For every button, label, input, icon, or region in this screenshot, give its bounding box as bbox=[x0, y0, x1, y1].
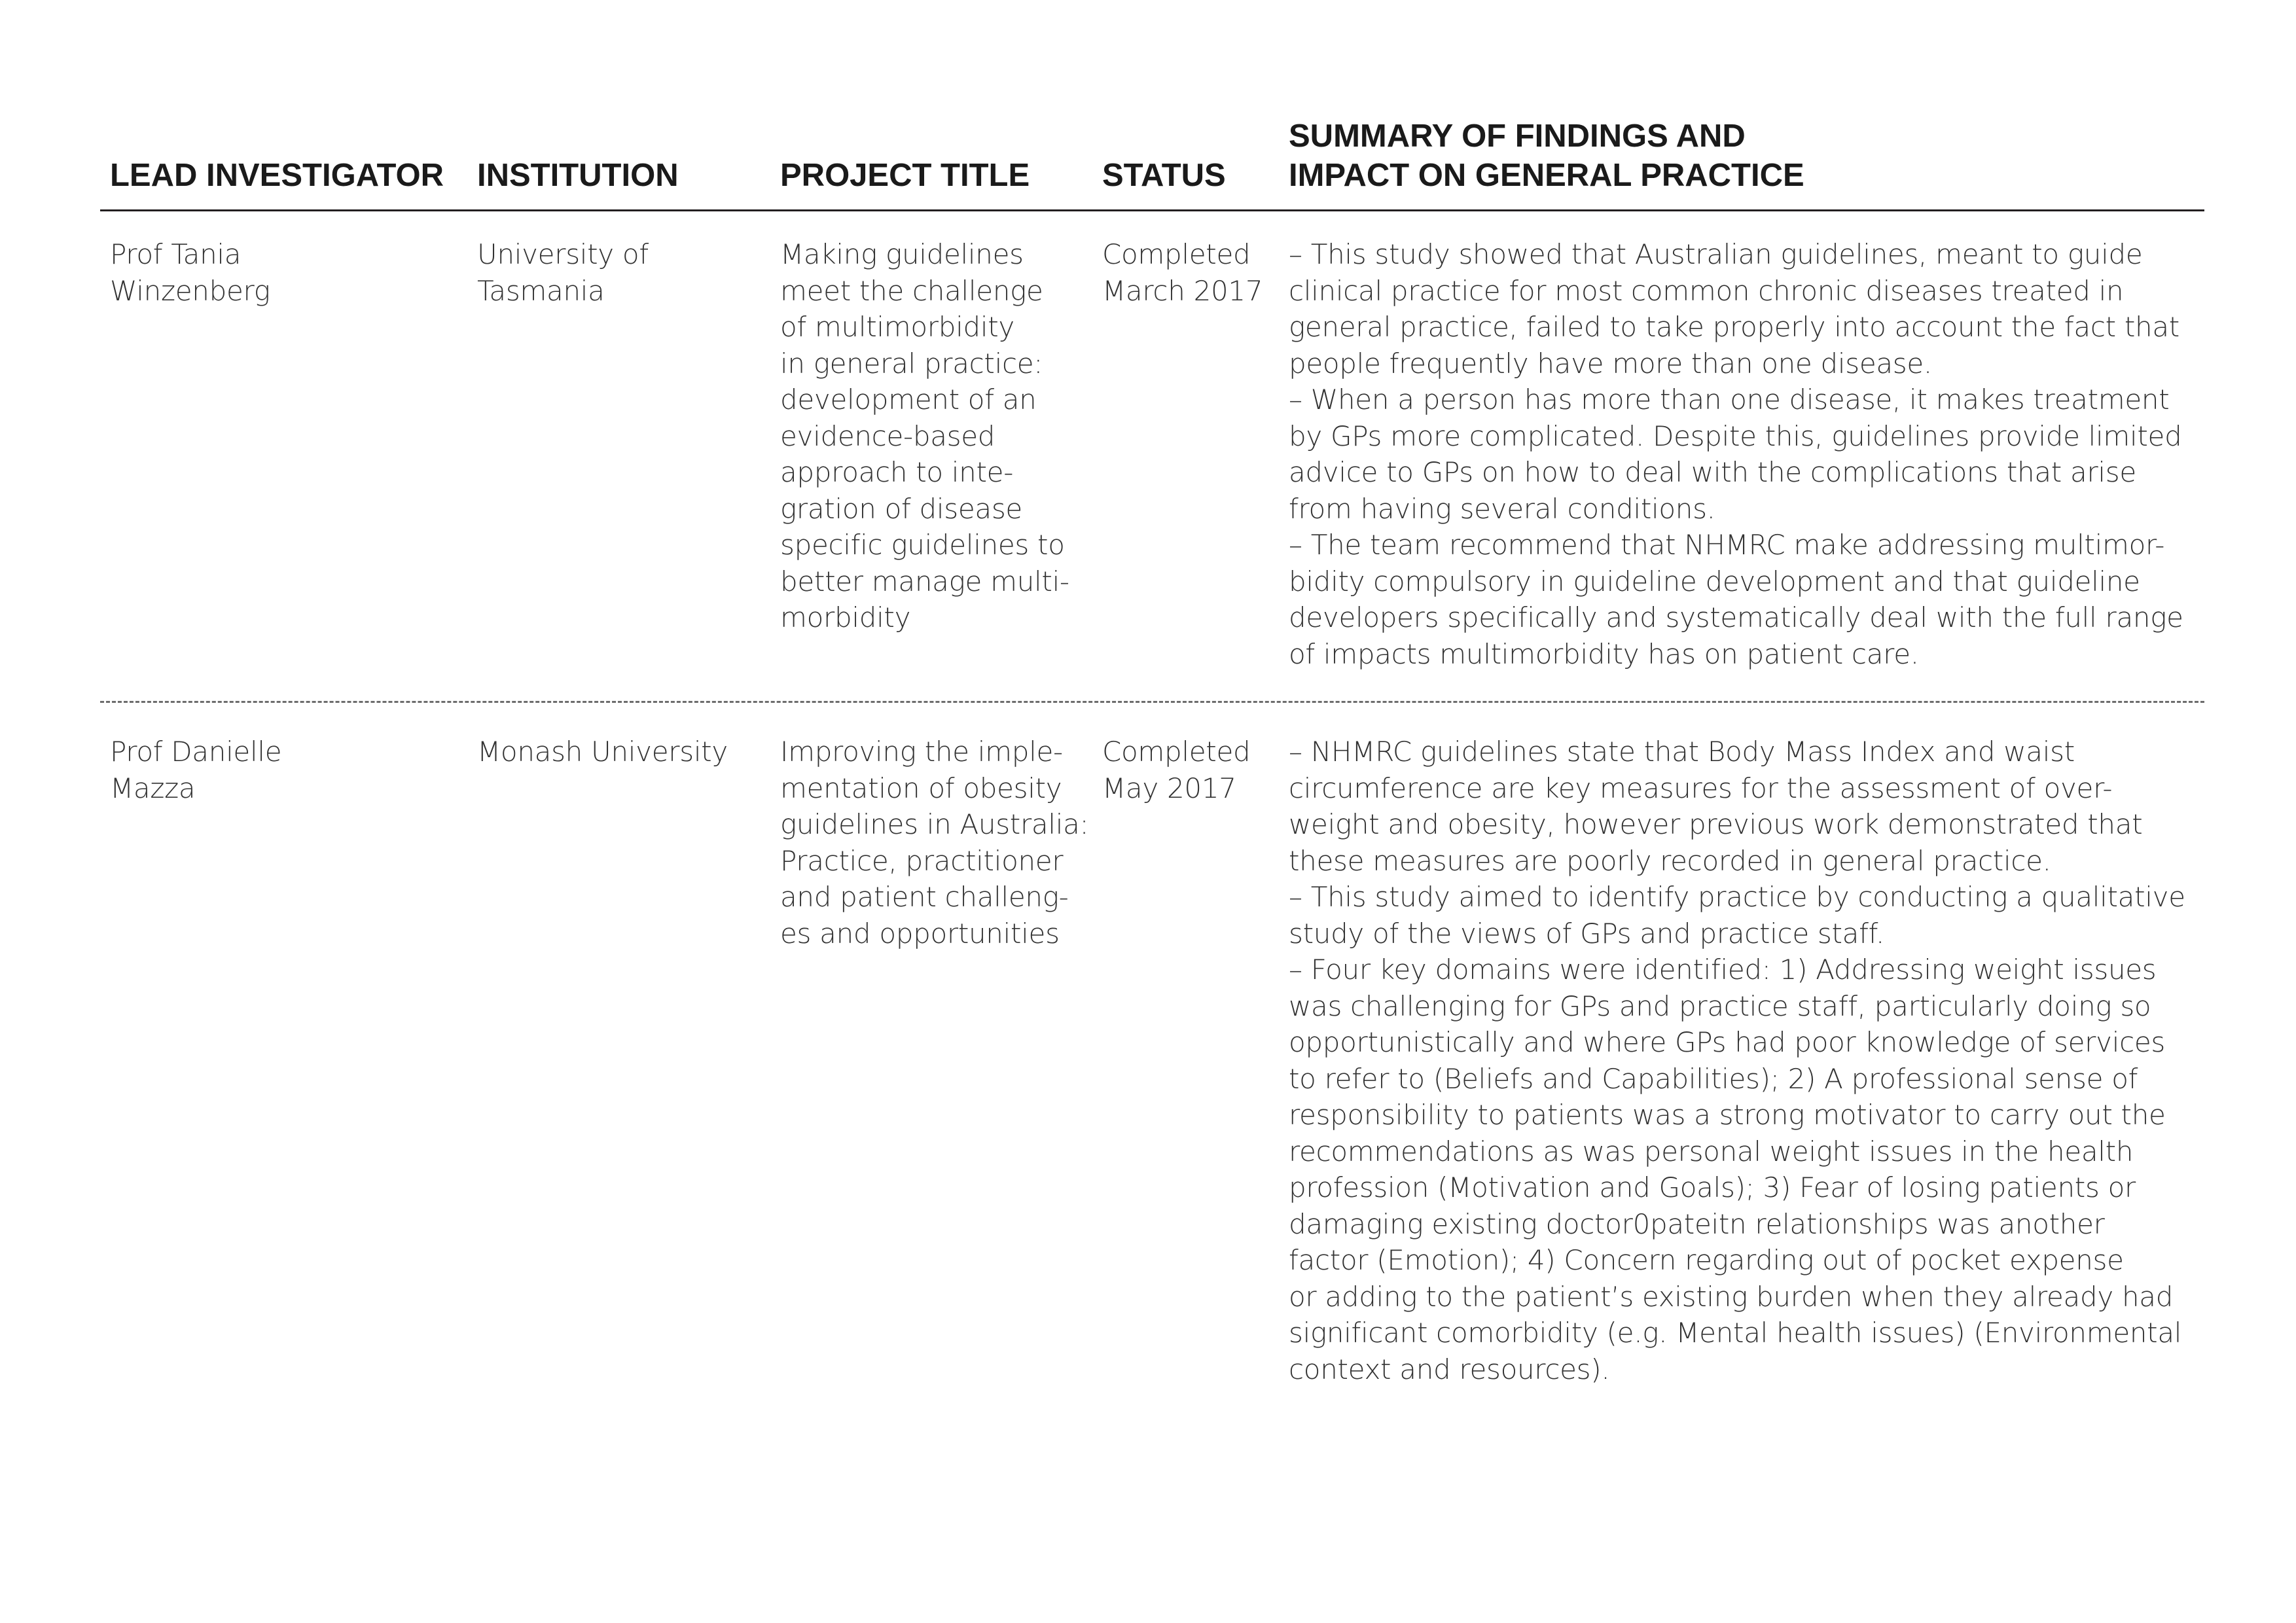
cell-text-line: May 2017 bbox=[1102, 772, 1236, 804]
cell-text-line: damaging existing doctor0pateitn relationships was another bbox=[1289, 1207, 2105, 1240]
cell-text-line: of multimorbidity bbox=[780, 311, 1014, 343]
cell-text-line: Making guidelines bbox=[780, 238, 1024, 270]
cell-text-line: morbidity bbox=[780, 601, 911, 633]
cell-text-line: recommendations as was personal weight issues in the health bbox=[1289, 1135, 2134, 1168]
cell-text-line: circumference are key measures for the assessment of over- bbox=[1289, 772, 2113, 804]
cell-text-line: Winzenberg bbox=[110, 274, 270, 307]
cell-text-line: gration of disease bbox=[780, 492, 1022, 525]
cell-text-line: University of bbox=[477, 238, 649, 270]
cell-text-line: to refer to (Beliefs and Capabilities); 2) A professional sense of bbox=[1289, 1062, 2138, 1095]
research-projects-table bbox=[100, 116, 2204, 1387]
cell-lead-investigator bbox=[100, 734, 477, 806]
cell-text-line: Prof Danielle bbox=[110, 736, 282, 768]
cell-text-line: Mazza bbox=[110, 772, 196, 804]
cell-text-line: opportunistically and where GPs had poor knowledge of services bbox=[1289, 1026, 2165, 1058]
cell-text-line: these measures are poorly recorded in general practice. bbox=[1289, 844, 2051, 877]
cell-text-line: es and opportunities bbox=[780, 917, 1060, 950]
cell-text-line: development of an bbox=[780, 383, 1037, 416]
cell-text-line: Practice, practitioner bbox=[780, 844, 1064, 877]
header-institution: INSTITUTION bbox=[477, 158, 679, 193]
cell-text-line: Completed bbox=[1102, 238, 1251, 270]
cell-text-line: Completed bbox=[1102, 736, 1251, 768]
cell-text-line: from having several conditions. bbox=[1289, 492, 1715, 525]
cell-text-line: significant comorbidity (e.g. Mental health issues) (Environmental bbox=[1289, 1317, 2182, 1349]
cell-text-line: or adding to the patient’s existing burden when they already had bbox=[1289, 1280, 2174, 1313]
cell-text-line: responsibility to patients was a strong motivator to carry out the bbox=[1289, 1099, 2166, 1131]
cell-text-line: guidelines in Australia: bbox=[780, 808, 1089, 840]
cell-project-title bbox=[780, 734, 1102, 952]
cell-text-line: Monash University bbox=[477, 736, 728, 768]
header-summary-line-1: SUMMARY OF FINDINGS AND bbox=[1289, 118, 1746, 154]
cell-text-line: context and resources). bbox=[1289, 1353, 1610, 1385]
cell-text-line: meet the challenge bbox=[780, 274, 1043, 307]
header-project-title: PROJECT TITLE bbox=[780, 158, 1030, 193]
cell-text-line: and patient challeng- bbox=[780, 881, 1069, 913]
cell-text-line: in general practice: bbox=[780, 347, 1043, 380]
cell-text-line: Tasmania bbox=[477, 274, 605, 307]
cell-text-line: specific guidelines to bbox=[780, 529, 1065, 561]
cell-text-line: approach to inte- bbox=[780, 456, 1014, 488]
cell-text-line: – Four key domains were identified: 1) Addressing weight issues bbox=[1289, 954, 2157, 986]
cell-text-line: – NHMRC guidelines state that Body Mass Index and waist bbox=[1289, 736, 2075, 768]
header-summary bbox=[1289, 116, 2204, 195]
cell-text-line: people frequently have more than one disease. bbox=[1289, 347, 1932, 380]
cell-text-line: Improving the imple- bbox=[780, 736, 1063, 768]
cell-status bbox=[1102, 236, 1289, 309]
cell-text-line: by GPs more complicated. Despite this, guidelines provide limited bbox=[1289, 419, 2182, 452]
cell-institution bbox=[477, 734, 780, 770]
cell-text-line: advice to GPs on how to deal with the complications that arise bbox=[1289, 456, 2136, 488]
cell-text-line: – When a person has more than one disease, it makes treatment bbox=[1289, 383, 2170, 416]
cell-text-line: mentation of obesity bbox=[780, 772, 1062, 804]
cell-summary bbox=[1289, 236, 2204, 672]
cell-text-line: general practice, failed to take properly into account the fact that bbox=[1289, 311, 2179, 343]
cell-text-line: better manage multi- bbox=[780, 565, 1069, 597]
table-row bbox=[100, 211, 2204, 701]
cell-status bbox=[1102, 734, 1289, 806]
cell-project-title bbox=[780, 236, 1102, 636]
cell-text-line: study of the views of GPs and practice staff. bbox=[1289, 917, 1885, 950]
cell-text-line: weight and obesity, however previous work demonstrated that bbox=[1289, 808, 2143, 840]
cell-text-line: was challenging for GPs and practice staff, particularly doing so bbox=[1289, 990, 2151, 1022]
cell-text-line: – This study aimed to identify practice by conducting a qualitative bbox=[1289, 881, 2185, 913]
cell-summary bbox=[1289, 734, 2204, 1387]
cell-text-line: March 2017 bbox=[1102, 274, 1263, 307]
cell-text-line: – The team recommend that NHMRC make addressing multimor- bbox=[1289, 529, 2165, 561]
cell-text-line: evidence-based bbox=[780, 419, 996, 452]
cell-institution bbox=[477, 236, 780, 309]
header-lead-investigator: LEAD INVESTIGATOR bbox=[110, 158, 444, 193]
cell-text-line: factor (Emotion); 4) Concern regarding out of pocket expense bbox=[1289, 1244, 2124, 1276]
cell-text-line: of impacts multimorbidity has on patient care. bbox=[1289, 637, 1919, 670]
cell-lead-investigator bbox=[100, 236, 477, 309]
cell-text-line: profession (Motivation and Goals); 3) Fear of losing patients or bbox=[1289, 1171, 2136, 1204]
cell-text-line: clinical practice for most common chronic diseases treated in bbox=[1289, 274, 2124, 307]
table-row bbox=[100, 703, 2204, 1387]
header-summary-line-2: IMPACT ON GENERAL PRACTICE bbox=[1289, 158, 1804, 193]
cell-text-line: – This study showed that Australian guidelines, meant to guide bbox=[1289, 238, 2143, 270]
cell-text-line: bidity compulsory in guideline development and that guideline bbox=[1289, 565, 2140, 597]
header-status: STATUS bbox=[1102, 158, 1226, 193]
cell-text-line: developers specifically and systematically deal with the full range bbox=[1289, 601, 2183, 633]
cell-text-line: Prof Tania bbox=[110, 238, 242, 270]
table-header-row bbox=[100, 116, 2204, 211]
